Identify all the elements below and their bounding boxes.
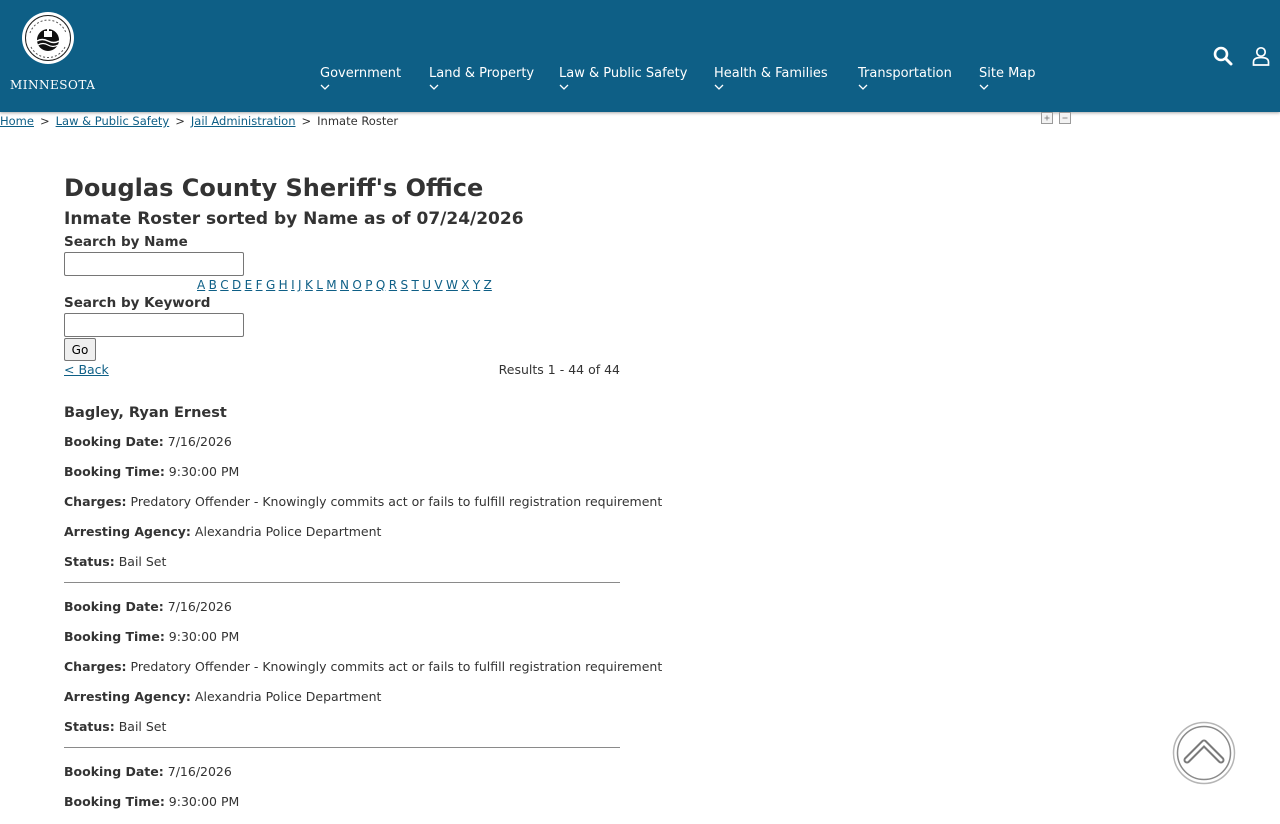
field-value: Bail Set <box>118 554 167 569</box>
nav-government[interactable] <box>320 66 401 81</box>
field-value: Bail Set <box>118 719 167 734</box>
inmate-roster <box>64 404 663 824</box>
letter-link-v[interactable]: V <box>434 278 443 292</box>
chevron-down-icon <box>429 83 439 91</box>
status-field <box>64 719 620 741</box>
nav-label: Health & Families <box>714 66 828 81</box>
letter-link-c[interactable]: C <box>220 278 229 292</box>
record-divider <box>64 747 620 748</box>
breadcrumb-current: Inmate Roster <box>317 114 399 128</box>
nav-label: Law & Public Safety <box>559 66 688 81</box>
field-value: 9:30:00 PM <box>168 629 240 644</box>
letter-link-q[interactable]: Q <box>375 278 386 292</box>
nav-site-map[interactable] <box>979 66 1036 81</box>
search-keyword-input[interactable] <box>64 313 244 337</box>
site-header <box>0 0 1280 112</box>
scroll-to-top-button[interactable] <box>1172 721 1236 785</box>
letter-link-l[interactable]: L <box>316 278 323 292</box>
county-seal-logo[interactable] <box>21 11 75 65</box>
letter-link-x[interactable]: X <box>461 278 470 292</box>
booking-record <box>64 764 620 824</box>
booking-date-field <box>64 764 620 794</box>
back-link[interactable]: < Back <box>64 362 109 377</box>
field-value: Alexandria Police Department <box>194 689 382 704</box>
field-label: Status: <box>64 719 115 734</box>
letter-link-p[interactable]: P <box>365 278 373 292</box>
breadcrumb-jail-administration-link[interactable]: Jail Administration <box>190 114 296 128</box>
chevron-down-icon <box>559 83 569 91</box>
chevron-down-icon <box>320 83 330 91</box>
go-button[interactable]: Go <box>64 338 96 361</box>
letter-link-w[interactable]: W <box>446 278 458 292</box>
letter-link-a[interactable]: A <box>197 278 206 292</box>
letter-link-k[interactable]: K <box>304 278 313 292</box>
charges-field <box>64 659 663 689</box>
logo-state-text: MINNESOTA <box>10 78 96 92</box>
field-label: Charges: <box>64 659 127 674</box>
letter-link-y[interactable]: Y <box>472 278 481 292</box>
field-label: Status: <box>64 554 115 569</box>
booking-date-field <box>64 599 620 629</box>
letter-link-b[interactable]: B <box>208 278 217 292</box>
chevron-down-icon <box>979 83 989 91</box>
letter-link-i[interactable]: I <box>291 278 295 292</box>
page-subtitle: Inmate Roster sorted by Name as of 07/24/2026 <box>64 209 524 229</box>
field-label: Booking Date: <box>64 764 164 779</box>
arresting-agency-field <box>64 689 620 719</box>
breadcrumb-separator: > <box>175 114 185 128</box>
letter-link-m[interactable]: M <box>326 278 337 292</box>
letter-link-d[interactable]: D <box>232 278 242 292</box>
field-label: Arresting Agency: <box>64 689 191 704</box>
search-icon[interactable] <box>1213 46 1233 66</box>
text-enlarge-icon[interactable] <box>1041 112 1053 124</box>
field-value: 9:30:00 PM <box>168 464 240 479</box>
field-label: Booking Date: <box>64 599 164 614</box>
letter-link-h[interactable]: H <box>278 278 288 292</box>
nav-label: Transportation <box>858 66 952 81</box>
user-icon[interactable] <box>1251 46 1271 66</box>
record-divider <box>64 582 620 583</box>
letter-link-j[interactable]: J <box>298 278 302 292</box>
results-count: Results 1 - 44 of 44 <box>498 362 620 377</box>
chevron-down-icon <box>714 83 724 91</box>
field-value: 9:30:00 PM <box>168 794 240 809</box>
letter-link-r[interactable]: R <box>388 278 398 292</box>
status-field <box>64 554 620 576</box>
field-value: 7/16/2026 <box>167 764 232 779</box>
field-value: Predatory Offender - Knowingly commits act or fails to fulfill registration requirement <box>130 659 663 674</box>
page-title: Douglas County Sheriff's Office <box>64 174 484 202</box>
booking-time-field <box>64 464 620 494</box>
field-value: 7/16/2026 <box>167 434 232 449</box>
breadcrumb-separator: > <box>301 114 312 128</box>
letter-link-t[interactable]: T <box>411 278 419 292</box>
field-label: Arresting Agency: <box>64 524 191 539</box>
booking-record <box>64 434 663 576</box>
search-keyword-label: Search by Keyword <box>64 295 211 311</box>
nav-label: Site Map <box>979 66 1036 81</box>
letter-link-f[interactable]: F <box>255 278 263 292</box>
booking-date-field <box>64 434 620 464</box>
booking-time-field <box>64 629 620 659</box>
field-value: 7/16/2026 <box>167 599 232 614</box>
text-shrink-icon[interactable] <box>1059 112 1071 124</box>
breadcrumb-home-link[interactable]: Home <box>0 114 34 128</box>
field-label: Booking Date: <box>64 434 164 449</box>
letter-link-z[interactable]: Z <box>483 278 492 292</box>
field-label: Booking Time: <box>64 794 165 809</box>
breadcrumb-law-public-safety-link[interactable]: Law & Public Safety <box>55 114 170 128</box>
booking-time-field <box>64 794 620 824</box>
search-name-input[interactable] <box>64 252 244 276</box>
field-label: Charges: <box>64 494 127 509</box>
arresting-agency-field <box>64 524 620 554</box>
nav-law-public-safety[interactable] <box>559 66 687 81</box>
letter-link-u[interactable]: U <box>422 278 432 292</box>
letter-link-g[interactable]: G <box>265 278 276 292</box>
field-value: Alexandria Police Department <box>194 524 382 539</box>
letter-link-o[interactable]: O <box>352 278 362 292</box>
nav-transportation[interactable] <box>858 66 952 81</box>
field-label: Booking Time: <box>64 629 165 644</box>
field-label: Booking Time: <box>64 464 165 479</box>
chevron-down-icon <box>858 83 868 91</box>
nav-label: Land & Property <box>429 66 535 81</box>
search-name-label: Search by Name <box>64 234 188 250</box>
nav-land-property[interactable] <box>429 66 534 81</box>
breadcrumb-separator: > <box>39 114 50 128</box>
charges-field <box>64 494 663 524</box>
alphabet-filter <box>197 278 495 292</box>
breadcrumb <box>0 114 398 128</box>
nav-health-families[interactable] <box>714 66 828 81</box>
booking-record <box>64 599 663 741</box>
field-value: Predatory Offender - Knowingly commits act or fails to fulfill registration requirement <box>130 494 663 509</box>
letter-link-s[interactable]: S <box>400 278 409 292</box>
inmate-name: Bagley, Ryan Ernest <box>64 405 227 421</box>
nav-label: Government <box>320 66 402 81</box>
letter-link-e[interactable]: E <box>244 278 253 292</box>
letter-link-n[interactable]: N <box>340 278 350 292</box>
